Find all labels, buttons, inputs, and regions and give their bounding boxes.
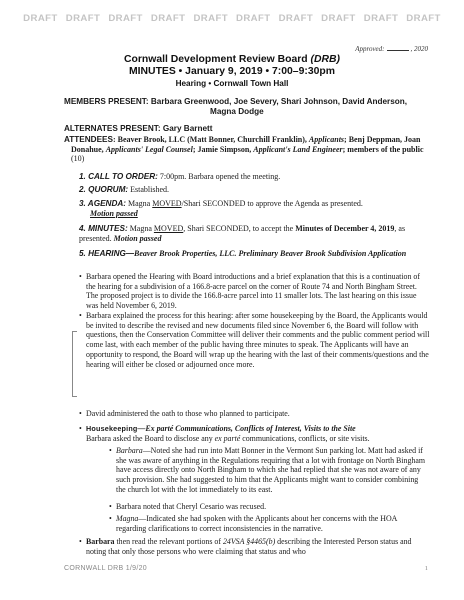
item-hearing: 5. HEARING—Beaver Brook Properties, LLC. Preliminary Beaver Brook Subdivision Application [79,249,407,258]
draft-watermark-bar: DRAFT DRAFT DRAFT DRAFT DRAFT DRAFT DRAFT DRAFT DRAFT DRAFT [23,13,441,24]
bullet-housekeeping: • Housekeeping—Ex parté Communications, Conflicts of Interest, Visits to the Site Barbara asked the Board to disclose any ex parté communications, conflicts, or site visits. [79,424,370,443]
document-header [0,54,464,89]
location-line: Hearing • Cornwall Town Hall [175,79,289,88]
item-agenda: 3. AGENDA: Magna MOVED/Shari SECONDED to approve the Agenda as presented. Motion passed [79,199,363,218]
approved-label: Approved: [355,45,385,53]
bullet-oath: • David administered the oath to those who planned to participate. [79,409,290,418]
bullet-dot: • [109,514,112,523]
item-quorum: 2. QUORUM: Established. [79,185,170,194]
page-number: 1 [424,565,428,572]
item-call-to-order: 1. CALL TO ORDER: 7:00pm. Barbara opened the meeting. [79,172,281,181]
minutes-motion-result: Motion passed [113,233,162,243]
bullet-dot: • [79,311,82,320]
bullet-dot: • [79,409,82,418]
bullet-dot: • [109,446,112,455]
agenda-motion-result: Motion passed [90,208,138,218]
bullet-process: • Barbara explained the process for this hearing: after some housekeeping by the Board, the Applicants would be invited to describe the revised and new documents filed since November 6, the Board will follow with questions, then the Conservation Committee will deliver their comments and the public comment period will come last, with each member of the public having three minutes to speak. The Applicants will have an opportunity to respond, the Board will wrap up the hearing with the last of their comments/questions and the hearing will either be closed or adjourned once more. [79,311,430,369]
members-label: MEMBERS PRESENT [64,97,146,106]
margin-bracket [72,331,77,397]
footer-doc-id: CORNWALL DRB 1/9/20 [64,565,147,572]
bullet-dot: • [109,502,112,511]
board-title: Cornwall Development Review Board (DRB) [124,54,340,65]
bullet-interested-person: • Barbara then read the relevant portions of 24VSA §4465(b) describing the Interested Person status and noting that only those persons who were claiming that status and who [79,537,412,556]
subbullet-magna-note: • Magna—Indicated she had spoken with the Applicants about her concerns with the HOA regarding clarifications to correct inconsistencies in the narrative. [109,514,397,533]
attendees: ATTENDEES: Beaver Brook, LLC (Matt Bonner, Churchill Franklin), Applicants; Benj Deppman, Joan Donahue, Applicants' Legal Counsel; Jamie Simpson, Applicant's Land Engineer; members of the public (10) [64,135,424,164]
members-present: MEMBERS PRESENT: Barbara Greenwood, Joe Severy, Shari Johnson, David Anderson, Magna Dodge [64,97,408,116]
approved-blank [387,45,409,51]
housekeeping-label: Housekeeping [86,424,138,433]
bullet-dot: • [79,424,82,433]
subbullet-recused: • Barbara noted that Cheryl Cesario was recused. [109,502,267,511]
bullet-dot: • [79,537,82,546]
bullet-opened-hearing: • Barbara opened the Hearing with Board introductions and a brief explanation that this is a continuation of the hearing for a subdivision of a 166.8-acre parcel on the corner of Route 74 and North Bingham Street. The proposed project is to divide the 166.8-acre parcel into 11 smaller lots. The last hearing on this issue was held November 6, 2019. [79,272,420,311]
bullet-dot: • [79,272,82,281]
alternates-present: ALTERNATES PRESENT: Gary Barnett [64,124,213,133]
item-minutes: 4. MINUTES: Magna MOVED, Shari SECONDED, to accept the Minutes of December 4, 2019, as presented. Motion passed [79,224,406,243]
subbullet-barbara-note: • Barbara—Noted she had run into Matt Bonner in the Vermont Sun parking lot. Matt had asked if she was aware of anything in the Regulations requiring that a lot with frontage on North Bingham have access directly onto North Bingham to which she had replied that she was not aware of any such provision. She had suggested to him that the Applicants might want to consider combining the church lot with the lot immediately to its east. [109,446,425,494]
approved-line [355,45,428,53]
approved-year: , 2020 [410,45,428,53]
minutes-line: MINUTES • January 9, 2019 • 7:00–9:30pm [129,66,335,77]
